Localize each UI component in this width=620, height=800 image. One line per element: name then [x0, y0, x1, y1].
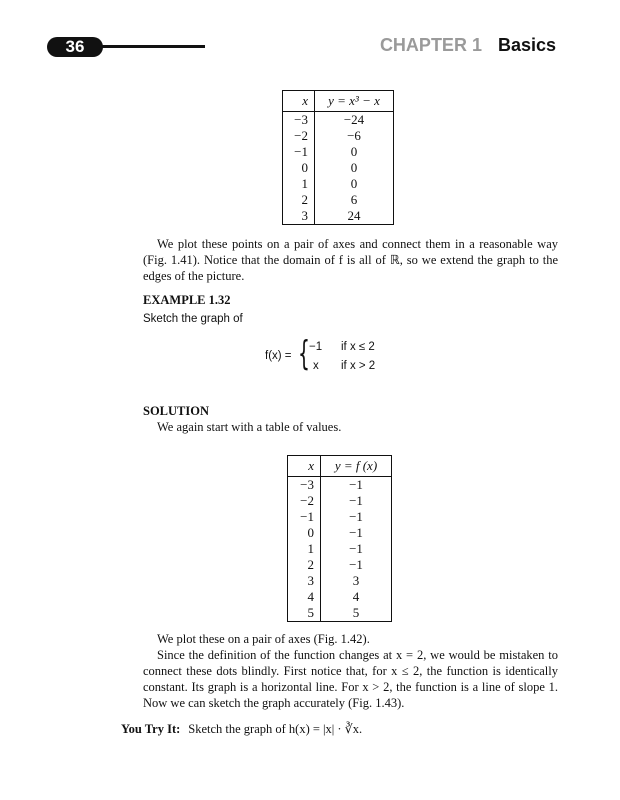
cell-y: −6	[347, 128, 361, 143]
cell-y: 6	[350, 192, 358, 207]
cell-y: −1	[349, 525, 363, 540]
example-prompt: Sketch the graph of	[143, 313, 243, 325]
cell-x: 2	[283, 192, 315, 208]
table-row	[283, 128, 394, 144]
table-row	[288, 557, 392, 573]
table-row	[288, 573, 392, 589]
example-heading: EXAMPLE 1.32	[143, 293, 231, 307]
function-lhs: f(x) =	[265, 350, 292, 362]
body-paragraph: We plot these points on a pair of axes and connect them in a reasonable way (Fig. 1.41). Notice that the domain of f is all of ℝ, so we extend the graph to the edges of the picture.	[143, 237, 558, 283]
left-brace: {	[298, 334, 310, 374]
table-header-y: y = x³ − x	[315, 91, 394, 112]
header-rule	[100, 45, 205, 48]
solution-text: We again start with a table of values.	[157, 420, 342, 434]
case1-condition: if x ≤ 2	[341, 341, 375, 353]
cell-x: 3	[283, 208, 315, 225]
case2-condition: if x > 2	[341, 360, 376, 372]
cell-y: 24	[347, 208, 361, 223]
cell-x: 1	[288, 541, 321, 557]
cell-x: 3	[288, 573, 321, 589]
table-row	[288, 541, 392, 557]
cell-x: −2	[283, 128, 315, 144]
cell-y: 0	[350, 160, 358, 175]
cell-y: −1	[349, 541, 363, 556]
table-row	[288, 477, 392, 494]
cell-y: 0	[350, 144, 358, 159]
cell-y: 0	[350, 176, 358, 191]
cell-y: 4	[352, 589, 360, 604]
table-row	[283, 192, 394, 208]
case1-value: −1	[309, 341, 323, 353]
body-paragraph: Since the definition of the function changes at x = 2, we would be mistaken to connect these dots blindly. First notice that, for x ≤ 2, the function is identically constant. Its graph is a horizontal line. For x > 2, the function is a line of slope 1. Now we can sketch the graph accurately (Fig. 1.43).	[143, 648, 558, 710]
cell-y: −1	[349, 509, 363, 524]
chapter-title: Basics	[497, 35, 556, 55]
table-row	[288, 525, 392, 541]
you-try-it-text: Sketch the graph of h(x) = |x| · ∛x.	[188, 722, 363, 736]
table-row	[288, 589, 392, 605]
table-header-row	[283, 91, 394, 112]
cell-y: 3	[352, 573, 360, 588]
cell-x: −1	[288, 509, 321, 525]
page-header	[0, 0, 620, 70]
table-row	[283, 208, 394, 225]
cell-x: −3	[288, 477, 321, 494]
page-number: 36	[47, 37, 103, 57]
table-header-x: x	[288, 456, 321, 477]
cell-y: −1	[349, 493, 363, 508]
cell-y: −24	[343, 112, 365, 127]
cell-y: 5	[352, 605, 360, 620]
table-row	[283, 144, 394, 160]
cell-x: 2	[288, 557, 321, 573]
values-table-cubic	[282, 90, 394, 225]
you-try-it-label: You Try It:	[121, 722, 181, 736]
chapter-heading	[380, 35, 556, 56]
cell-x: −1	[283, 144, 315, 160]
cell-x: −2	[288, 493, 321, 509]
table-row	[283, 112, 394, 129]
table-row	[288, 509, 392, 525]
cell-x: 1	[283, 176, 315, 192]
table-row	[288, 605, 392, 622]
table-header-row	[288, 456, 392, 477]
cell-x: −3	[283, 112, 315, 129]
cell-y: −1	[349, 557, 363, 572]
you-try-it	[121, 721, 362, 737]
solution-heading: SOLUTION	[143, 404, 209, 418]
cell-x: 5	[288, 605, 321, 622]
values-table-piecewise	[287, 455, 392, 622]
table-row	[283, 176, 394, 192]
table-row	[283, 160, 394, 176]
body-paragraph: We plot these on a pair of axes (Fig. 1.42).	[157, 632, 370, 646]
cell-y: −1	[349, 477, 363, 492]
table-header-x: x	[283, 91, 315, 112]
cell-x: 0	[288, 525, 321, 541]
cell-x: 4	[288, 589, 321, 605]
piecewise-function	[265, 334, 415, 378]
cell-x: 0	[283, 160, 315, 176]
chapter-label: CHAPTER 1	[379, 35, 482, 55]
table-header-y: y = f (x)	[321, 456, 392, 477]
table-row	[288, 493, 392, 509]
case2-value: x	[313, 360, 319, 372]
